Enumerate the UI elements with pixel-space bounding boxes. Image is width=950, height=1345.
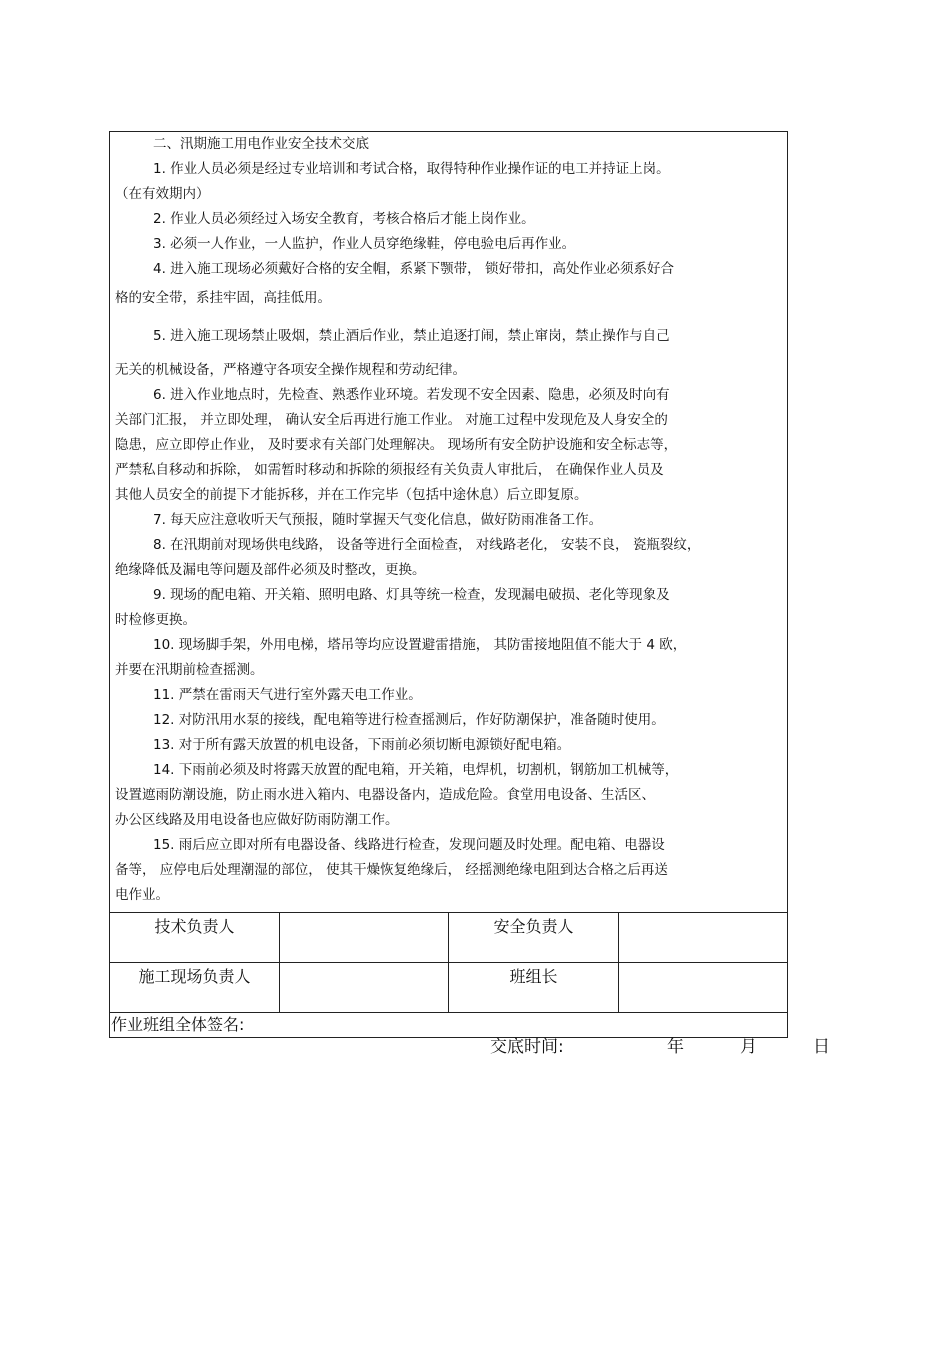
content-line: 10. 现场脚手架，外用电梯，塔吊等均应设置避雷措施， 其防雷接地阻值不能大于 4 欧， xyxy=(153,637,687,653)
team-leader-label: 班组长 xyxy=(449,963,619,1013)
content-line: 设置遮雨防潮设施，防止雨水进入箱内、电器设备内，造成危险。食堂用电设备、生活区、 xyxy=(115,787,655,803)
team-leader-signature-field[interactable] xyxy=(619,963,788,1013)
disclosure-table xyxy=(109,131,788,1038)
content-line: 关部门汇报， 并立即处理， 确认安全后再进行施工作业。 对施工过程中发现危及人身安全的 xyxy=(115,412,668,428)
content-line: 7. 每天应注意收听天气预报，随时掌握天气变化信息，做好防雨准备工作。 xyxy=(153,512,603,528)
content-line: 6. 进入作业地点时，先检查、熟悉作业环境。若发现不安全因素、隐患，必须及时向有 xyxy=(153,387,670,403)
all-members-signature-row[interactable] xyxy=(110,1013,788,1038)
content-line: 3. 必须一人作业，一人监护，作业人员穿绝缘鞋，停电验电后再作业。 xyxy=(153,236,576,252)
year-label: 年 xyxy=(667,1037,684,1057)
all-members-label: 作业班组全体签名: xyxy=(111,1015,245,1034)
content-line: 11. 严禁在雷雨天气进行室外露天电工作业。 xyxy=(153,687,422,703)
safety-lead-label: 安全负责人 xyxy=(449,913,619,963)
content-line: 并要在汛期前检查摇测。 xyxy=(115,662,264,678)
tech-lead-signature-field[interactable] xyxy=(280,913,449,963)
date-label: 交底时间: xyxy=(490,1037,564,1057)
content-line: 绝缘降低及漏电等问题及部件必须及时整改，更换。 xyxy=(115,562,426,578)
content-cell xyxy=(110,132,788,913)
tech-lead-label: 技术负责人 xyxy=(110,913,280,963)
site-lead-signature-field[interactable] xyxy=(280,963,449,1013)
content-line: 14. 下雨前必须及时将露天放置的配电箱，开关箱，电焊机，切割机，钢筋加工机械等， xyxy=(153,762,679,778)
content-line: 备等， 应停电后处理潮湿的部位， 使其干燥恢复绝缘后， 经摇测绝缘电阻到达合格之后再送 xyxy=(115,862,668,878)
content-lines xyxy=(115,157,779,908)
content-line: 9. 现场的配电箱、开关箱、照明电路、灯具等统一检查，发现漏电破损、老化等现象及 xyxy=(153,587,670,603)
content-line: 电作业。 xyxy=(115,887,169,903)
content-line: 严禁私自移动和拆除， 如需暂时移动和拆除的须报经有关负责人审批后， 在确保作业人员及 xyxy=(115,462,664,478)
content-line: 4. 进入施工现场必须戴好合格的安全帽，系紧下颚带， 锁好带扣，高处作业必须系好合 xyxy=(153,261,674,277)
content-line: 5. 进入施工现场禁止吸烟，禁止酒后作业，禁止追逐打闹，禁止窜岗，禁止操作与自己 xyxy=(153,328,670,344)
content-line: 12. 对防汛用水泵的接线，配电箱等进行检查摇测后，作好防潮保护，准备随时使用。 xyxy=(153,712,665,728)
content-line: 2. 作业人员必须经过入场安全教育，考核合格后才能上岗作业。 xyxy=(153,211,535,227)
content-line: 办公区线路及用电设备也应做好防雨防潮工作。 xyxy=(115,812,399,828)
content-line: 隐患，应立即停止作业， 及时要求有关部门处理解决。 现场所有安全防护设施和安全标志等， xyxy=(115,437,678,453)
content-line: 格的安全带，系挂牢固，高挂低用。 xyxy=(115,290,331,306)
content-line: （在有效期内） xyxy=(115,186,210,202)
safety-lead-signature-field[interactable] xyxy=(619,913,788,963)
content-line: 1. 作业人员必须是经过专业培训和考试合格，取得特种作业操作证的电工并持证上岗。 xyxy=(153,161,670,177)
site-lead-label: 施工现场负责人 xyxy=(110,963,280,1013)
content-line: 其他人员安全的前提下才能拆移，并在工作完毕（包括中途休息）后立即复原。 xyxy=(115,487,588,503)
content-line: 无关的机械设备，严格遵守各项安全操作规程和劳动纪律。 xyxy=(115,362,466,378)
section-title: 二、汛期施工用电作业安全技术交底 xyxy=(153,136,369,152)
content-line: 时检修更换。 xyxy=(115,612,196,628)
day-label: 日 xyxy=(813,1037,830,1057)
content-line: 15. 雨后应立即对所有电器设备、线路进行检查，发现问题及时处理。配电箱、电器设 xyxy=(153,837,665,853)
month-label: 月 xyxy=(740,1037,757,1057)
content-line: 8. 在汛期前对现场供电线路， 设备等进行全面检查， 对线路老化， 安装不良， 瓷瓶裂纹， xyxy=(153,537,701,553)
content-line: 13. 对于所有露天放置的机电设备，下雨前必须切断电源锁好配电箱。 xyxy=(153,737,571,753)
